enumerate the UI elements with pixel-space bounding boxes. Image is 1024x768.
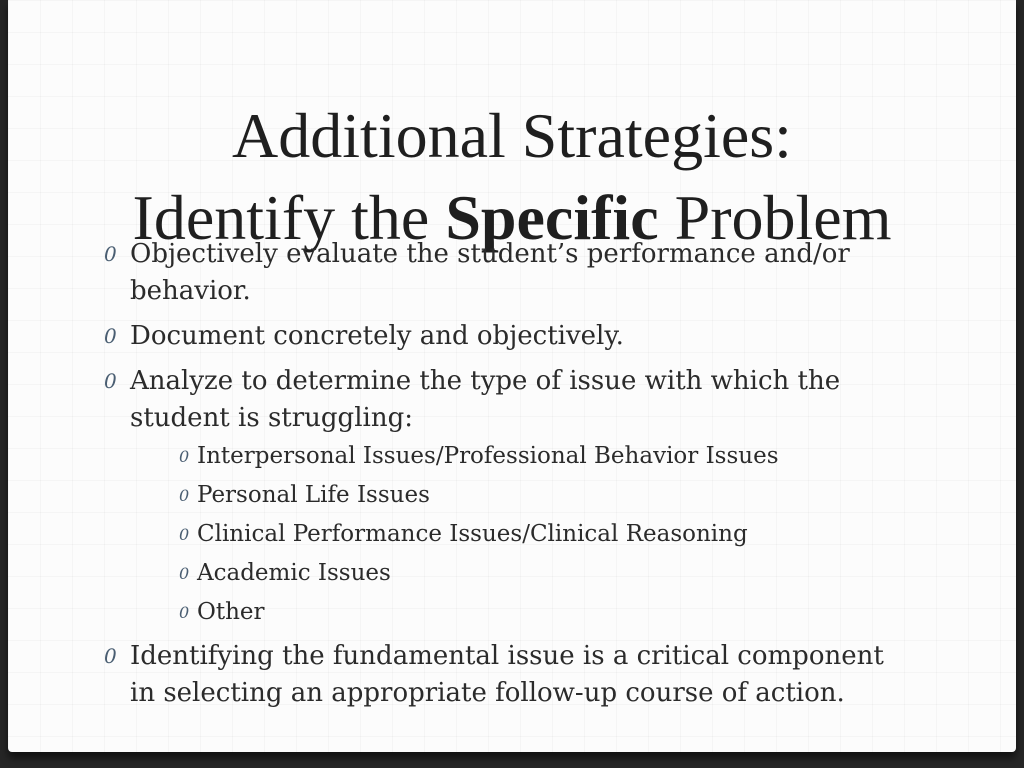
sub-list-item <box>179 480 910 511</box>
bullet-icon: 0 <box>104 369 117 393</box>
list-item <box>104 638 910 712</box>
sub-list-item-text: Interpersonal Issues/Professional Behavior Issues <box>197 443 779 469</box>
bullet-icon: 0 <box>179 564 190 583</box>
list-item-text: Analyze to determine the type of issue with which the student is struggling: <box>130 366 841 433</box>
list-item-text: Document concretely and objectively. <box>130 321 624 351</box>
sub-list-item <box>179 519 910 550</box>
bullet-icon: 0 <box>179 486 190 505</box>
list-item-text: Objectively evaluate the student’s performance and/or behavior. <box>130 239 850 306</box>
title-line-1: Additional Strategies: <box>232 99 792 171</box>
list-item <box>104 236 910 310</box>
sub-list-item-text: Personal Life Issues <box>197 482 430 508</box>
bullet-icon: 0 <box>104 324 117 348</box>
sub-list <box>179 441 910 628</box>
list-item <box>104 363 910 628</box>
title-line-2-suffix: Problem <box>658 181 892 253</box>
bullet-icon: 0 <box>104 242 117 266</box>
title-line-2-prefix: Identify the <box>132 181 446 253</box>
slide-title <box>8 95 1016 259</box>
sub-list-item <box>179 558 910 589</box>
list-item-text: Identifying the fundamental issue is a critical component in selecting an appropriate follow-up course of action. <box>130 641 884 708</box>
slide <box>8 0 1016 752</box>
sub-list-item-text: Academic Issues <box>197 560 391 586</box>
sub-list-item <box>179 597 910 628</box>
list-item <box>104 318 910 355</box>
bullet-icon: 0 <box>179 525 190 544</box>
sub-list-item-text: Clinical Performance Issues/Clinical Reasoning <box>197 521 748 547</box>
title-emphasis: Specific <box>445 181 659 253</box>
bullet-icon: 0 <box>179 603 190 622</box>
sub-list-item-text: Other <box>197 599 265 625</box>
bullet-icon: 0 <box>104 644 117 668</box>
sub-list-item <box>179 441 910 472</box>
bullet-icon: 0 <box>179 447 190 466</box>
bullet-list <box>104 236 910 720</box>
